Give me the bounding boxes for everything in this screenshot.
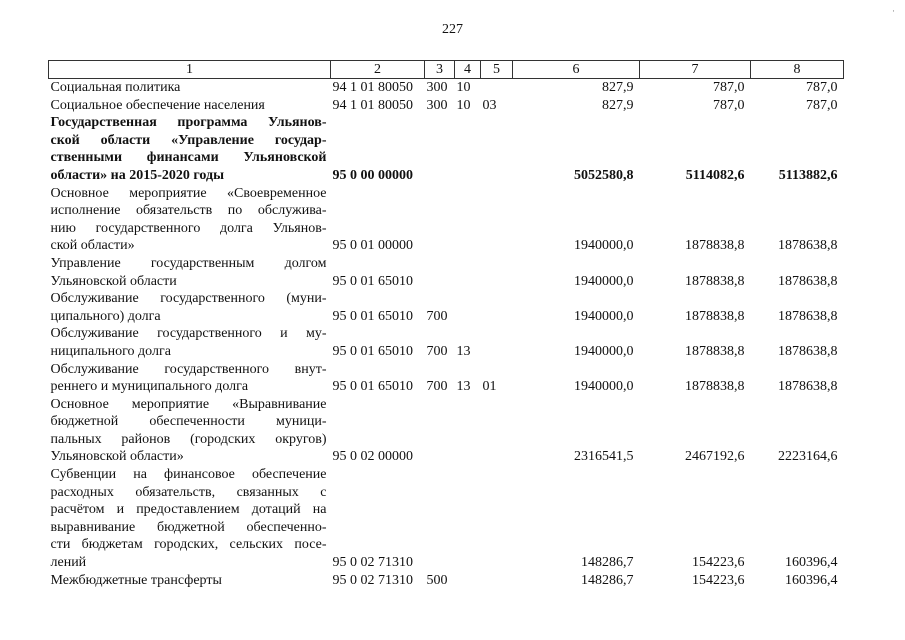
header-cell: 6: [513, 61, 640, 79]
header-cell: 4: [455, 61, 481, 79]
row-name: [49, 255, 331, 290]
row-value-6: 148286,7: [581, 555, 634, 571]
row-item: [481, 114, 513, 184]
row-value-6: 827,9: [602, 80, 634, 95]
row-name: [49, 396, 331, 466]
row-subsection: [455, 185, 481, 255]
table-row: [49, 396, 844, 466]
row-item: [481, 396, 513, 466]
row-code: 95 0 01 00000: [332, 238, 413, 254]
row-name-line: нию государственного долга Ульянов-: [50, 220, 327, 236]
row-value-6: 1940000,0: [574, 379, 634, 395]
row-name-line: расходных обязательств, связанных с: [50, 484, 327, 500]
row-section: 500: [426, 572, 448, 588]
row-value-8: 1878638,8: [778, 308, 838, 324]
row-code: 95 0 02 00000: [332, 449, 413, 465]
row-name-line: Социальное обеспечение населения: [50, 97, 265, 113]
row-value-8: 1878638,8: [778, 273, 838, 289]
table-row: [49, 114, 844, 184]
row-value-7: 5114082,6: [685, 167, 745, 183]
table-row: [49, 255, 844, 290]
row-value-8: 160396,4: [785, 555, 838, 571]
row-value-7: 154223,6: [692, 572, 745, 588]
row-value-7: 1878838,8: [685, 238, 745, 254]
row-name: [49, 97, 331, 115]
row-item: 03: [482, 97, 497, 113]
row-code: 94 1 01 80050: [332, 80, 413, 95]
row-name-line: ской области «Управление государ-: [50, 132, 327, 148]
row-name-line: Основное мероприятие «Своевременное: [50, 185, 327, 201]
row-code: 95 0 00 00000: [332, 167, 413, 183]
row-name-line: расчётом и предоставлением дотаций на: [50, 502, 327, 518]
row-name-line: Социальная политика: [50, 80, 181, 95]
row-name: [49, 185, 331, 255]
header-cell: 3: [425, 61, 455, 79]
row-name-line: реннего и муниципального долга: [50, 379, 249, 395]
row-name-line: Ульяновской области: [50, 273, 177, 289]
row-value-6: 1940000,0: [574, 273, 634, 289]
corner-mark: ·: [892, 6, 895, 16]
row-name-line: ственными финансами Ульяновской: [50, 150, 327, 166]
row-value-8: 787,0: [806, 97, 838, 113]
row-name-line: области» на 2015-2020 годы: [50, 167, 225, 183]
row-subsection: [455, 466, 481, 572]
row-value-8: 787,0: [806, 80, 838, 95]
row-name-line: Государственная программа Ульянов-: [50, 115, 327, 131]
row-code: 95 0 01 65010: [332, 273, 413, 289]
row-name: [49, 361, 331, 396]
row-value-7: 1878838,8: [685, 343, 745, 359]
table-row: [49, 79, 844, 97]
row-section: 700: [426, 308, 448, 324]
row-value-8: 1878638,8: [778, 238, 838, 254]
row-name-line: Межбюджетные трансферты: [50, 572, 222, 588]
row-name: [49, 466, 331, 572]
row-name: [49, 572, 331, 590]
row-code: 95 0 02 71310: [332, 555, 413, 571]
row-code: 95 0 02 71310: [332, 572, 413, 588]
row-value-6: 1940000,0: [574, 308, 634, 324]
row-name: [49, 325, 331, 360]
row-item: [481, 79, 513, 97]
row-subsection: 13: [456, 343, 471, 359]
table-row: [49, 97, 844, 115]
header-cell: 5: [481, 61, 513, 79]
table-row: [49, 325, 844, 360]
row-subsection: 10: [456, 97, 471, 113]
row-item: [481, 572, 513, 590]
row-item: [481, 255, 513, 290]
row-section: [425, 396, 455, 466]
row-value-6: 827,9: [602, 97, 634, 113]
row-value-7: 2467192,6: [685, 449, 745, 465]
row-subsection: 10: [456, 80, 471, 95]
row-value-6: 1940000,0: [574, 238, 634, 254]
page-number: 227: [442, 22, 463, 37]
row-name-line: бюджетной обеспеченности муници-: [50, 414, 327, 430]
row-value-7: 154223,6: [692, 555, 745, 571]
row-value-6: 1940000,0: [574, 343, 634, 359]
row-name: [49, 290, 331, 325]
row-item: [481, 466, 513, 572]
row-item: [481, 325, 513, 360]
row-name-line: Обслуживание государственного (муни-: [50, 291, 327, 307]
row-value-6: 2316541,5: [574, 449, 634, 465]
row-name-line: лений: [50, 555, 87, 571]
row-name-line: Субвенции на финансовое обеспечение: [50, 467, 327, 483]
row-name-line: Обслуживание государственного и му-: [50, 326, 327, 342]
row-name-line: исполнение обязательств по обслужива-: [50, 203, 327, 219]
table-row: [49, 466, 844, 572]
row-name-line: пальных районов (городских округов): [50, 431, 327, 447]
row-name-line: ципального) долга: [50, 308, 161, 324]
row-name-line: ниципального долга: [50, 343, 171, 359]
header-cell: 8: [751, 61, 844, 79]
row-name: [49, 79, 331, 97]
row-value-8: 5113882,6: [778, 167, 838, 183]
row-section: [425, 255, 455, 290]
row-name-line: Основное мероприятие «Выравнивание: [50, 396, 327, 412]
row-name-line: Ульяновской области»: [50, 449, 184, 465]
row-name-line: Обслуживание государственного внут-: [50, 361, 327, 377]
row-value-7: 1878838,8: [685, 308, 745, 324]
table-row: [49, 185, 844, 255]
row-subsection: [455, 290, 481, 325]
row-subsection: [455, 255, 481, 290]
table-body: [49, 79, 844, 590]
row-value-7: 787,0: [713, 97, 745, 113]
row-value-7: 787,0: [713, 80, 745, 95]
row-section: 700: [426, 379, 448, 395]
budget-table: [48, 60, 844, 589]
row-value-8: 1878638,8: [778, 379, 838, 395]
row-name-line: ской области»: [50, 238, 135, 254]
row-value-6: 148286,7: [581, 572, 634, 588]
row-subsection: [455, 572, 481, 590]
header-cell: 2: [331, 61, 425, 79]
row-name-line: выравнивание бюджетной обеспеченно-: [50, 519, 327, 535]
header-cell: 7: [640, 61, 751, 79]
table-row: [49, 361, 844, 396]
row-name: [49, 114, 331, 184]
row-value-7: 1878838,8: [685, 273, 745, 289]
table-row: [49, 290, 844, 325]
row-item: [481, 185, 513, 255]
table-row: [49, 572, 844, 590]
row-value-7: 1878838,8: [685, 379, 745, 395]
row-name-line: Управление государственным долгом: [50, 255, 327, 271]
row-code: 94 1 01 80050: [332, 97, 413, 113]
row-subsection: [455, 114, 481, 184]
row-code: 95 0 01 65010: [332, 343, 413, 359]
row-section: 300: [426, 80, 448, 95]
row-section: 700: [426, 343, 448, 359]
row-subsection: [455, 396, 481, 466]
row-name-line: сти бюджетам городских, сельских посе-: [50, 537, 327, 553]
row-value-8: 160396,4: [785, 572, 838, 588]
row-section: [425, 114, 455, 184]
header-cell: 1: [49, 61, 331, 79]
row-value-8: 1878638,8: [778, 343, 838, 359]
row-subsection: 13: [456, 379, 471, 395]
row-section: [425, 466, 455, 572]
row-code: 95 0 01 65010: [332, 379, 413, 395]
row-value-6: 5052580,8: [574, 167, 634, 183]
row-item: [481, 290, 513, 325]
header-row: [49, 61, 844, 79]
row-section: 300: [426, 97, 448, 113]
row-section: [425, 185, 455, 255]
row-value-8: 2223164,6: [778, 449, 838, 465]
row-item: 01: [482, 379, 497, 395]
row-code: 95 0 01 65010: [332, 308, 413, 324]
